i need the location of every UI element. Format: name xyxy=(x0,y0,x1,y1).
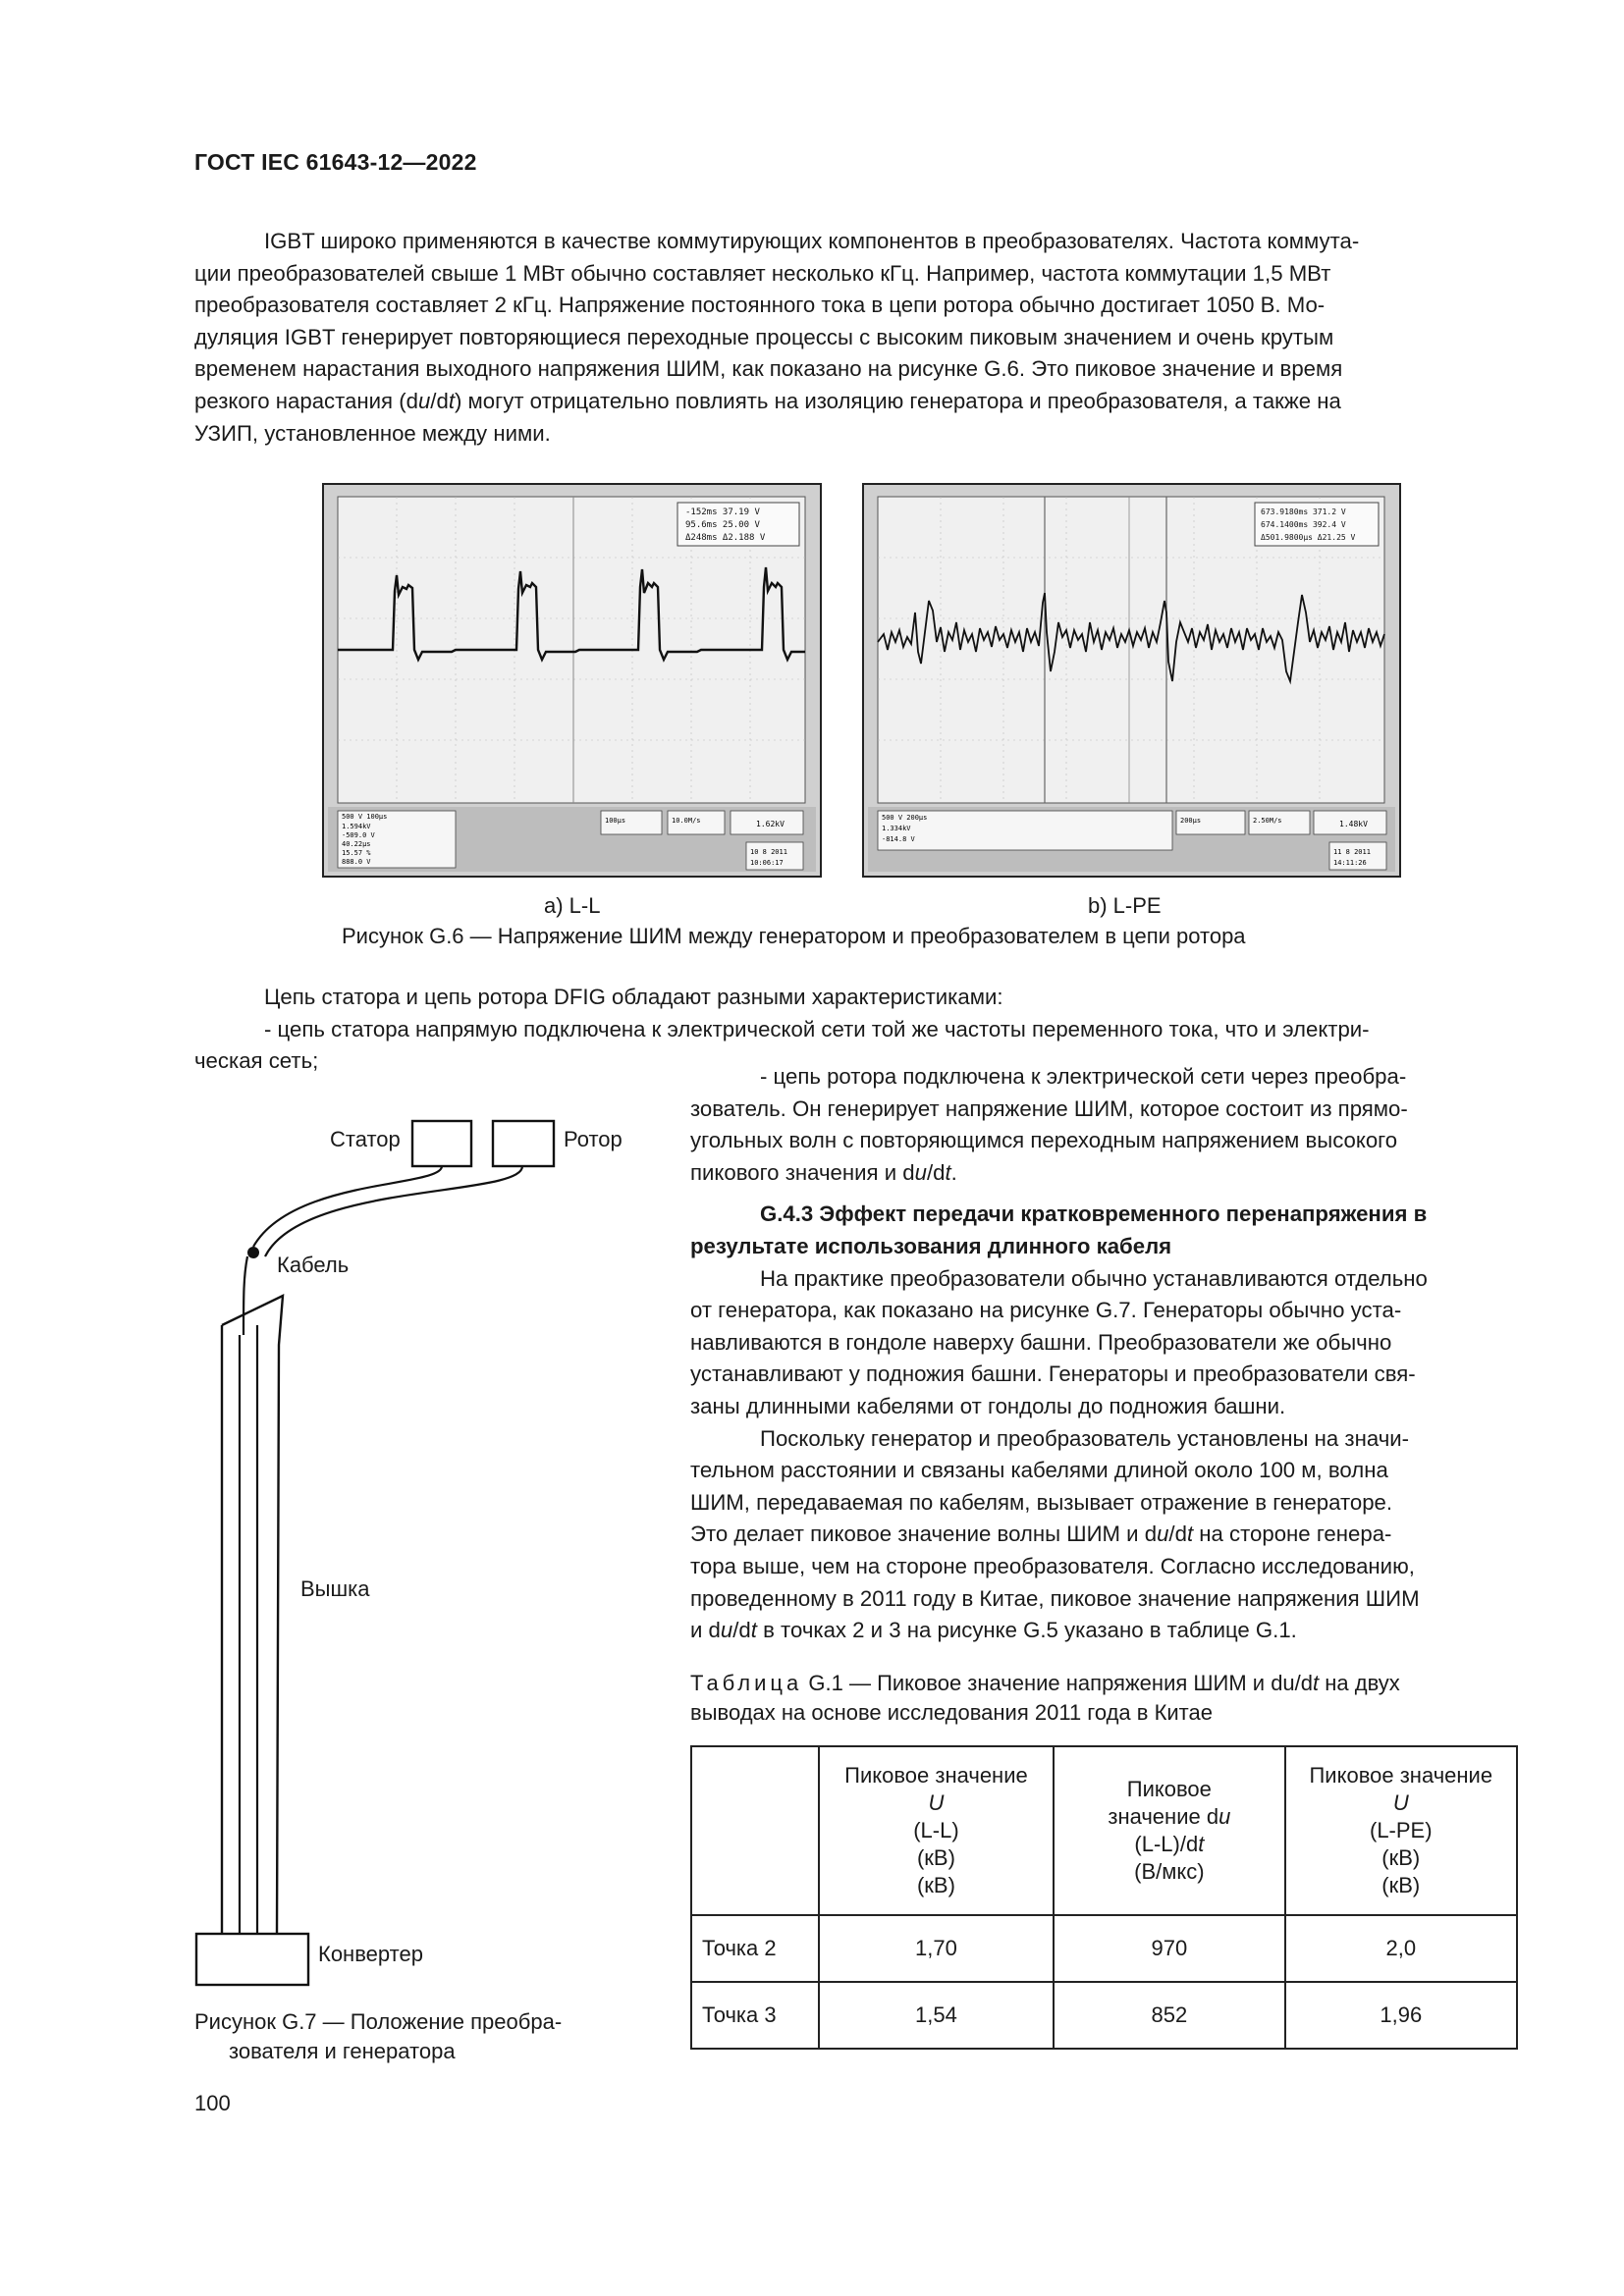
para2-line: ШИМ, передаваемая по кабелям, вызывает отражение в генераторе. xyxy=(690,1489,1393,1515)
cable-junction xyxy=(247,1247,259,1258)
intro-text: ) могут отрицательно повлиять на изоляцию генератора и преобразователя, а также на xyxy=(454,388,1341,413)
bullet-text: /d xyxy=(926,1159,946,1185)
oscilloscope-screen-b xyxy=(862,483,1401,878)
table-row xyxy=(691,1915,1517,1982)
header-var-t: t xyxy=(1198,1832,1205,1856)
header-var-u: U xyxy=(1392,1790,1409,1815)
para2-line: тора выше, чем на стороне преобразователя. Согласно исследованию, xyxy=(690,1553,1415,1578)
scope-b-sample-rate: 2.50M/s xyxy=(1253,817,1282,825)
table-header-dudt xyxy=(1054,1746,1284,1915)
para2-line: проведенному в 2011 году в Китае, пиковое значение напряжения ШИМ xyxy=(690,1585,1420,1611)
para2-line xyxy=(690,1615,1518,1647)
oscilloscope-screen-a xyxy=(322,483,822,878)
cable-label: Кабель xyxy=(277,1253,350,1277)
table-row xyxy=(691,1982,1517,2049)
converter-label: Конвертер xyxy=(318,1942,423,1966)
figure-g7 xyxy=(194,1099,656,2042)
figure-g7-caption xyxy=(194,2007,562,2066)
bullet-stator-cont: ческая сеть; xyxy=(194,1048,319,1074)
intro-var-t: t xyxy=(448,388,455,413)
bullet-text: пикового значения и d xyxy=(690,1159,915,1185)
cell-dudt: 970 xyxy=(1054,1915,1284,1982)
scope-a-drawing xyxy=(324,485,820,876)
header-line: Пиковое значение xyxy=(1309,1763,1493,1788)
section-heading: G.4.3 Эффект передачи кратковременного перенапряжения в xyxy=(760,1201,1428,1227)
intro-line: УЗИП, установленное между ними. xyxy=(194,420,551,446)
scope-a-date: 10 8 2011 xyxy=(750,848,787,856)
header-line: (L-L) xyxy=(913,1818,959,1842)
header-line: (кВ) xyxy=(1381,1845,1421,1870)
header-line: (В/мкс) xyxy=(1134,1859,1205,1884)
table-title-word: Таблица xyxy=(690,1671,803,1695)
intro-line: временем нарастания выходного напряжения ШИМ, как показано на рисунке G.6. Это пиковое значение и время xyxy=(194,356,1343,382)
intro-line: преобразователя составляет 2 кГц. Напряжение постоянного тока в цепи ротора обычно достигает 1050 В. Мо- xyxy=(194,293,1326,318)
header-line: Пиковое значение xyxy=(844,1763,1028,1788)
para1-line: На практике преобразователи обычно устанавливаются отдельно xyxy=(760,1265,1428,1291)
table-header-u-lpe xyxy=(1285,1746,1517,1915)
table-title-text: G.1 — Пиковое значение напряжения ШИМ и du/d xyxy=(802,1671,1314,1695)
figure-sublabel-a: a) L-L xyxy=(544,893,601,918)
header-line: (кВ) xyxy=(916,1873,955,1897)
row-label: Точка 2 xyxy=(691,1915,819,1982)
table-header-empty xyxy=(691,1746,819,1915)
para2-text: в точках 2 и 3 на рисунке G.5 указано в таблице G.1. xyxy=(756,1618,1297,1643)
bullet-stator: - цепь статора напрямую подключена к электрической сети той же частоты переменного тока, что и электри- xyxy=(264,1016,1370,1041)
scope-a-cursor-row: 95.6ms 25.00 V xyxy=(685,520,760,530)
scope-a-time: 10:06:17 xyxy=(750,859,784,867)
page-number: 100 xyxy=(194,2091,231,2115)
scope-b-date: 11 8 2011 xyxy=(1333,848,1371,856)
intro-line: дуляция IGBT генерирует повторяющиеся переходные процессы с высоким пиковым значением и очень крутым xyxy=(194,324,1334,349)
intro-text: резкого нарастания (d xyxy=(194,388,418,413)
cell-dudt: 852 xyxy=(1054,1982,1284,2049)
figure-g6-caption: Рисунок G.6 — Напряжение ШИМ между генератором и преобразователем в цепи ротора xyxy=(342,924,1246,948)
scope-a-measure: 40.22µs xyxy=(342,840,371,848)
header-var-u: U xyxy=(928,1790,945,1815)
scope-a-measure: 15.57 % xyxy=(342,849,371,857)
stator-label: Статор xyxy=(330,1127,401,1151)
scope-a-setting: 500 V 100µs xyxy=(342,813,388,821)
header-line: (кВ) xyxy=(916,1845,955,1870)
para1-line: от генератора, как показано на рисунке G.7. Генераторы обычно уста- xyxy=(690,1298,1402,1323)
scope-b-setting: 500 V 200µs xyxy=(882,814,928,822)
scope-a-cursor-row: -152ms 37.19 V xyxy=(685,507,760,517)
header-line: значение d xyxy=(1108,1804,1219,1829)
scope-a-measure: 1.594kV xyxy=(342,823,371,830)
intro-line: ции преобразователей свыше 1 МВт обычно составляет несколько кГц. Например, частота коммутации 1,5 МВт xyxy=(194,260,1331,286)
var-t: t xyxy=(1313,1671,1320,1695)
scope-a-trigger: 1.62kV xyxy=(756,820,785,828)
para2-text: /d xyxy=(732,1618,751,1643)
cell-u-ll: 1,54 xyxy=(819,1982,1054,2049)
para2-text: Это делает пиковое значение волны ШИМ и d xyxy=(690,1522,1158,1547)
intro-paragraph xyxy=(194,226,1518,450)
scope-b-cursor-row: 673.9180ms 371.2 V xyxy=(1261,507,1346,516)
var-t: t xyxy=(750,1618,757,1643)
figure-sublabel-b: b) L-PE xyxy=(1088,893,1162,918)
table-g1 xyxy=(690,1745,1518,2050)
para2-line: Поскольку генератор и преобразователь установлены на значи- xyxy=(760,1425,1410,1451)
scope-a-sample-rate: 10.0M/s xyxy=(672,817,701,825)
header-line: (L-PE) xyxy=(1370,1818,1433,1842)
tower-outline xyxy=(222,1296,283,1934)
cell-u-lpe: 2,0 xyxy=(1285,1915,1517,1982)
table-header-u-ll xyxy=(819,1746,1054,1915)
document-header: ГОСТ IEC 61643-12—2022 xyxy=(194,149,477,175)
para2-line xyxy=(690,1519,1518,1551)
figure-g7-caption-line: Рисунок G.7 — Положение преобра- xyxy=(194,2009,563,2034)
intro-line-mixed xyxy=(194,386,1518,418)
table-header-row xyxy=(691,1746,1517,1915)
header-line: (L-L)/d xyxy=(1134,1832,1199,1856)
stator-box xyxy=(412,1121,471,1166)
figure-g7-caption-line: зователя и генератора xyxy=(229,2039,456,2063)
para2-text: на стороне генера- xyxy=(1193,1522,1392,1547)
table-title-text: на двух xyxy=(1319,1671,1400,1695)
scope-b-cursor-row: Δ501.9800µs Δ21.25 V xyxy=(1261,533,1356,542)
scope-b-drawing xyxy=(864,485,1399,876)
scope-a-cursor-row: Δ248ms Δ2.188 V xyxy=(685,533,766,543)
rotor-box xyxy=(493,1121,554,1166)
table-title xyxy=(690,1669,1518,1728)
scope-b-time: 14:11:26 xyxy=(1333,859,1367,867)
header-line: Пиковое xyxy=(1126,1777,1212,1801)
scope-a-timebase: 100µs xyxy=(605,817,626,825)
scope-a-measure: -509.0 V xyxy=(342,831,375,839)
header-line: (кВ) xyxy=(1381,1873,1421,1897)
converter-box xyxy=(196,1934,308,1985)
scope-b-measure: -814.8 V xyxy=(882,835,915,843)
bullet-rotor-line: - цепь ротора подключена к электрической сети через преобра- xyxy=(760,1064,1407,1089)
scope-b-timebase: 200µs xyxy=(1180,817,1202,825)
var-t: t xyxy=(945,1159,951,1185)
scope-b-measure: 1.334kV xyxy=(882,825,911,832)
rotor-label: Ротор xyxy=(564,1127,623,1151)
bullet-rotor-line: угольных волн с повторяющимся переходным напряжением высокого xyxy=(690,1128,1398,1153)
para1-line: заны длинными кабелями от гондолы до подножия башни. xyxy=(690,1393,1286,1418)
scope-b-cursor-row: 674.1400ms 392.4 V xyxy=(1261,520,1346,529)
scope-b-trigger: 1.48kV xyxy=(1339,820,1368,828)
para2-text: и d xyxy=(690,1618,721,1643)
var-u: u xyxy=(1157,1522,1169,1547)
tower-label: Вышка xyxy=(300,1576,370,1601)
row-label: Точка 3 xyxy=(691,1982,819,2049)
characteristics-intro: Цепь статора и цепь ротора DFIG обладают разными характеристиками: xyxy=(264,985,1003,1009)
table-title-line2: выводах на основе исследования 2011 года в Китае xyxy=(690,1700,1213,1725)
intro-line: IGBT широко применяются в качестве коммутирующих компонентов в преобразователях. Частота коммута- xyxy=(264,229,1360,253)
cell-u-lpe: 1,96 xyxy=(1285,1982,1517,2049)
intro-var-u: u xyxy=(417,388,431,413)
para1-line: навливаются в гондоле наверху башни. Преобразователи же обычно xyxy=(690,1329,1392,1355)
scope-a-measure: 888.0 V xyxy=(342,858,371,866)
header-var-u: u xyxy=(1218,1804,1231,1829)
para2-line: тельном расстоянии и связаны кабелями длиной около 100 м, волна xyxy=(690,1458,1388,1483)
para2-text: /d xyxy=(1168,1522,1187,1547)
var-t: t xyxy=(1186,1522,1194,1547)
var-u: u xyxy=(914,1159,927,1185)
cell-u-ll: 1,70 xyxy=(819,1915,1054,1982)
var-u: u xyxy=(720,1618,733,1643)
section-heading-cont: результате использования длинного кабеля xyxy=(690,1233,1172,1258)
bullet-rotor-line xyxy=(690,1157,1518,1190)
right-column-text xyxy=(690,1061,1518,1647)
para1-line: устанавливают у подножия башни. Генераторы и преобразователи свя- xyxy=(690,1362,1416,1387)
bullet-rotor-line: зователь. Он генерирует напряжение ШИМ, которое состоит из прямо- xyxy=(690,1095,1408,1121)
figure-g7-drawing xyxy=(194,1099,656,2042)
intro-text: /d xyxy=(430,388,449,413)
bullet-text: . xyxy=(950,1159,957,1185)
